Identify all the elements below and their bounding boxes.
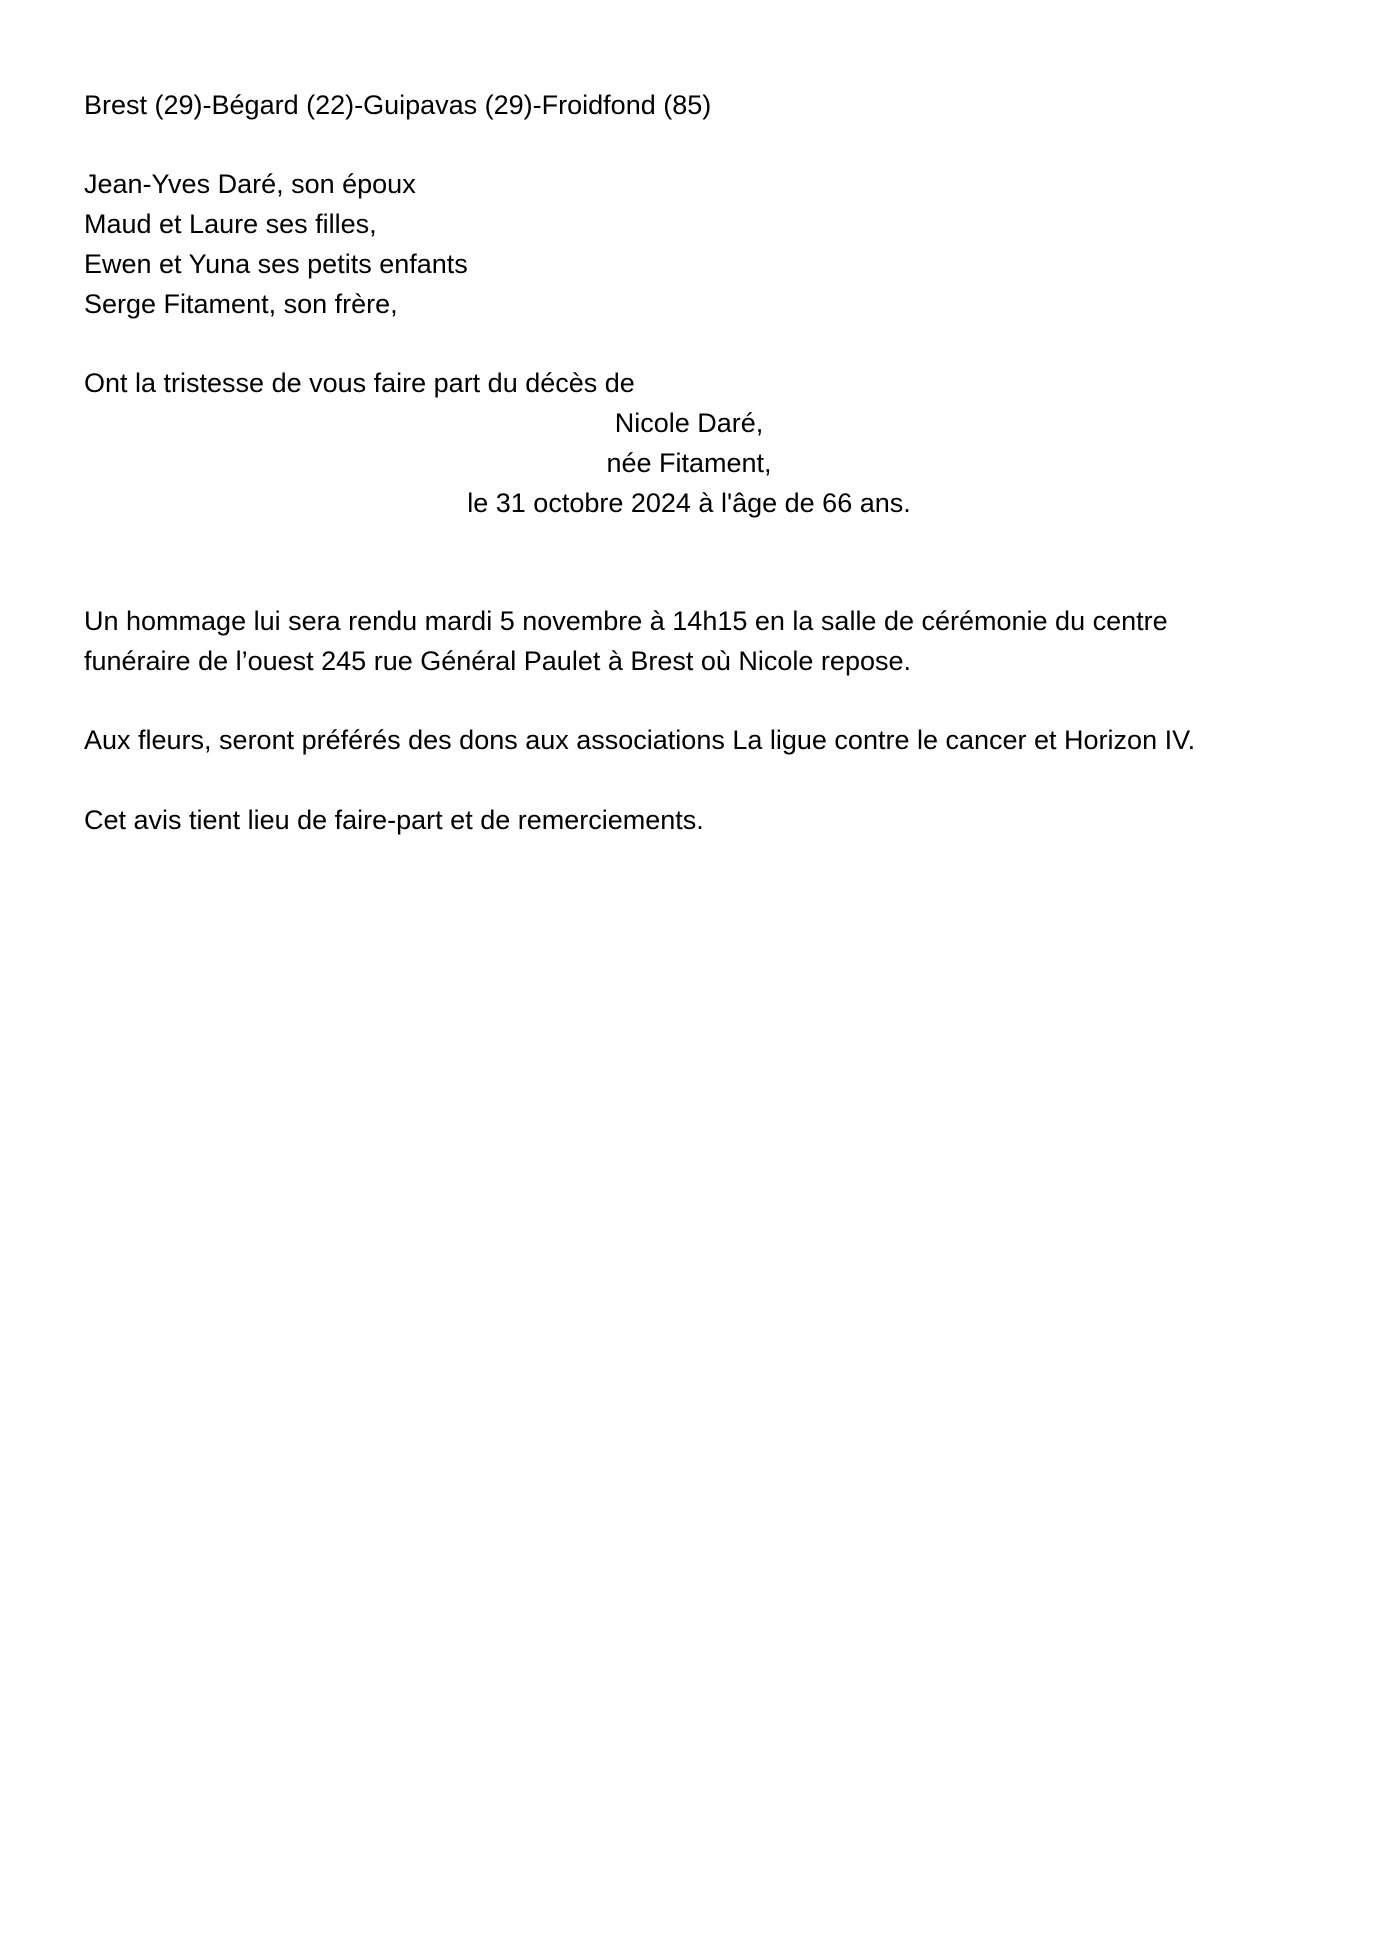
ceremony-line-1: Un hommage lui sera rendu mardi 5 novembre à 14h15 en la salle de cérémonie du centre (84, 606, 1168, 636)
deceased-maiden-name: née Fitament, (606, 448, 772, 478)
donations-line: Aux fleurs, seront préférés des dons aux associations La ligue contre le cancer et Horizon IV. (84, 725, 1196, 755)
family-line-grandchildren: Ewen et Yuna ses petits enfants (84, 249, 468, 279)
family-line-brother: Serge Fitament, son frère, (84, 289, 398, 319)
deceased-date-age: le 31 octobre 2024 à l'âge de 66 ans. (467, 488, 911, 518)
closing-line: Cet avis tient lieu de faire-part et de remerciements. (84, 805, 704, 835)
announcement-intro: Ont la tristesse de vous faire part du décès de (84, 368, 635, 398)
family-line-daughters: Maud et Laure ses filles, (84, 209, 377, 239)
family-line-spouse: Jean-Yves Daré, son époux (84, 169, 416, 199)
deceased-name: Nicole Daré, (614, 408, 764, 438)
locations-line: Brest (29)-Bégard (22)-Guipavas (29)-Froidfond (85) (84, 90, 712, 120)
ceremony-line-2: funéraire de l’ouest 245 rue Général Paulet à Brest où Nicole repose. (84, 646, 911, 676)
